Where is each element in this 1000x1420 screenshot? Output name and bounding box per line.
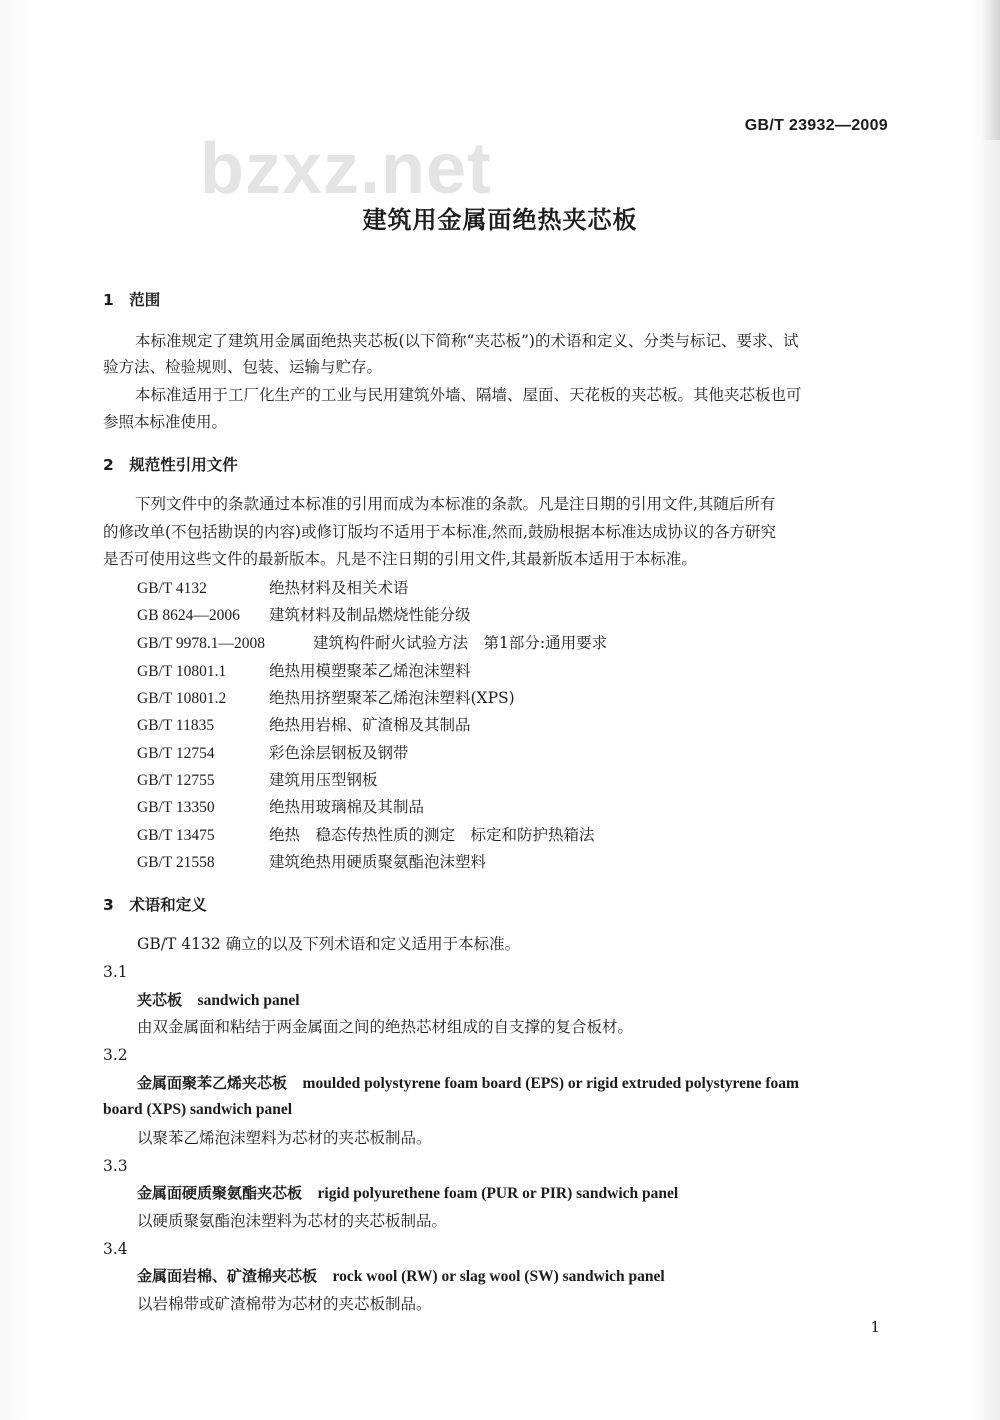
- term-heading: [137, 1073, 799, 1094]
- reference-title: 绝热 稳态传热性质的测定 标定和防护热箱法: [269, 826, 595, 844]
- reference-title: 彩色涂层钢板及钢带: [269, 744, 409, 762]
- section-1-heading: 1 范围: [103, 291, 161, 309]
- reference-item: [137, 605, 471, 626]
- reference-item: [137, 770, 378, 791]
- reference-code: GB/T 12754: [137, 745, 215, 762]
- section-1-paragraph-2-line-2: 参照本标准使用。: [103, 413, 228, 431]
- reference-code: GB/T 10801.1: [137, 663, 227, 680]
- section-2-paragraph-line-1: 下列文件中的条款通过本标准的引用而成为本标准的条款。凡是注日期的引用文件,其随后所有: [135, 495, 776, 513]
- reference-item: [137, 578, 409, 599]
- term-chinese: 夹芯板: [137, 991, 183, 1009]
- term-chinese: 金属面聚苯乙烯夹芯板: [137, 1074, 288, 1092]
- term-number: 3.1: [103, 963, 128, 981]
- reference-title: 绝热用模塑聚苯乙烯泡沫塑料: [269, 662, 471, 680]
- watermark: bzxz.net: [200, 129, 493, 209]
- reference-item: [137, 852, 486, 873]
- section-2-paragraph-line-2: 的修改单(不包括勘误的内容)或修订版均不适用于本标准,然而,鼓励根据本标准达成协议的各方研究: [103, 523, 776, 541]
- reference-item: [137, 633, 607, 654]
- section-3-intro: GB/T 4132 确立的以及下列术语和定义适用于本标准。: [137, 935, 521, 953]
- reference-code: GB/T 4132: [137, 580, 207, 597]
- reference-code: GB/T 21558: [137, 854, 215, 871]
- term-heading: [137, 990, 300, 1011]
- standard-number: GB/T 23932—2009: [744, 117, 888, 134]
- term-chinese: 金属面硬质聚氨酯夹芯板: [137, 1184, 303, 1202]
- term-english-continued: board (XPS) sandwich panel: [103, 1101, 293, 1118]
- reference-title: 建筑构件耐火试验方法 第1部分:通用要求: [313, 634, 608, 652]
- reference-item: [137, 743, 409, 764]
- reference-title: 绝热用挤塑聚苯乙烯泡沫塑料(XPS): [269, 689, 515, 707]
- term-number: 3.3: [103, 1157, 128, 1175]
- reference-code: GB/T 9978.1—2008: [137, 635, 266, 652]
- term-english: rock wool (RW) or slag wool (SW) sandwich panel: [332, 1268, 665, 1285]
- reference-title: 建筑材料及制品燃烧性能分级: [269, 606, 471, 624]
- reference-code: GB/T 10801.2: [137, 690, 227, 707]
- reference-item: [137, 825, 595, 846]
- term-definition: 由双金属面和粘结于两金属面之间的绝热芯材组成的自支撑的复合板材。: [137, 1018, 634, 1036]
- reference-item: [137, 715, 471, 736]
- reference-code: GB/T 11835: [137, 717, 215, 734]
- term-number: 3.2: [103, 1046, 128, 1064]
- reference-title: 绝热用玻璃棉及其制品: [269, 798, 425, 816]
- term-chinese: 金属面岩棉、矿渣棉夹芯板: [137, 1267, 318, 1285]
- term-english: moulded polystyrene foam board (EPS) or rigid extruded polystyrene foam: [302, 1075, 799, 1092]
- section-1-paragraph-1-line-2: 验方法、检验规则、包装、运输与贮存。: [103, 358, 383, 376]
- reference-item: [137, 661, 471, 682]
- term-english: rigid polyurethene foam (PUR or PIR) sandwich panel: [317, 1185, 679, 1202]
- document-title: 建筑用金属面绝热夹芯板: [362, 206, 638, 234]
- term-definition: 以岩棉带或矿渣棉带为芯材的夹芯板制品。: [137, 1295, 432, 1313]
- term-definition: 以硬质聚氨酯泡沫塑料为芯材的夹芯板制品。: [137, 1212, 448, 1230]
- reference-code: GB/T 13350: [137, 799, 215, 816]
- reference-item: [137, 688, 515, 709]
- term-heading: [137, 1266, 665, 1287]
- section-1-paragraph-1-line-1: 本标准规定了建筑用金属面绝热夹芯板(以下简称“夹芯板”)的术语和定义、分类与标记、要求、试: [135, 332, 799, 350]
- reference-title: 建筑绝热用硬质聚氨酯泡沫塑料: [269, 853, 487, 871]
- reference-title: 绝热材料及相关术语: [269, 579, 409, 597]
- term-definition: 以聚苯乙烯泡沫塑料为芯材的夹芯板制品。: [137, 1129, 432, 1147]
- section-2-heading: 2 规范性引用文件: [103, 456, 238, 474]
- reference-title: 建筑用压型钢板: [269, 771, 378, 789]
- reference-item: [137, 797, 424, 818]
- page-number: 1: [870, 1318, 880, 1336]
- reference-code: GB/T 12755: [137, 772, 215, 789]
- term-number: 3.4: [103, 1240, 128, 1258]
- page-edge-shadow: [982, 0, 1000, 140]
- reference-code: GB/T 13475: [137, 827, 215, 844]
- section-1-paragraph-2-line-1: 本标准适用于工厂化生产的工业与民用建筑外墙、隔墙、屋面、天花板的夹芯板。其他夹芯板也可: [135, 386, 802, 404]
- section-3-heading: 3 术语和定义: [103, 896, 207, 914]
- section-2-paragraph-line-3: 是否可使用这些文件的最新版本。凡是不注日期的引用文件,其最新版本适用于本标准。: [103, 550, 697, 568]
- reference-code: GB 8624—2006: [137, 607, 240, 624]
- term-english: sandwich panel: [197, 992, 300, 1009]
- term-heading: [137, 1183, 678, 1204]
- reference-title: 绝热用岩棉、矿渣棉及其制品: [269, 716, 471, 734]
